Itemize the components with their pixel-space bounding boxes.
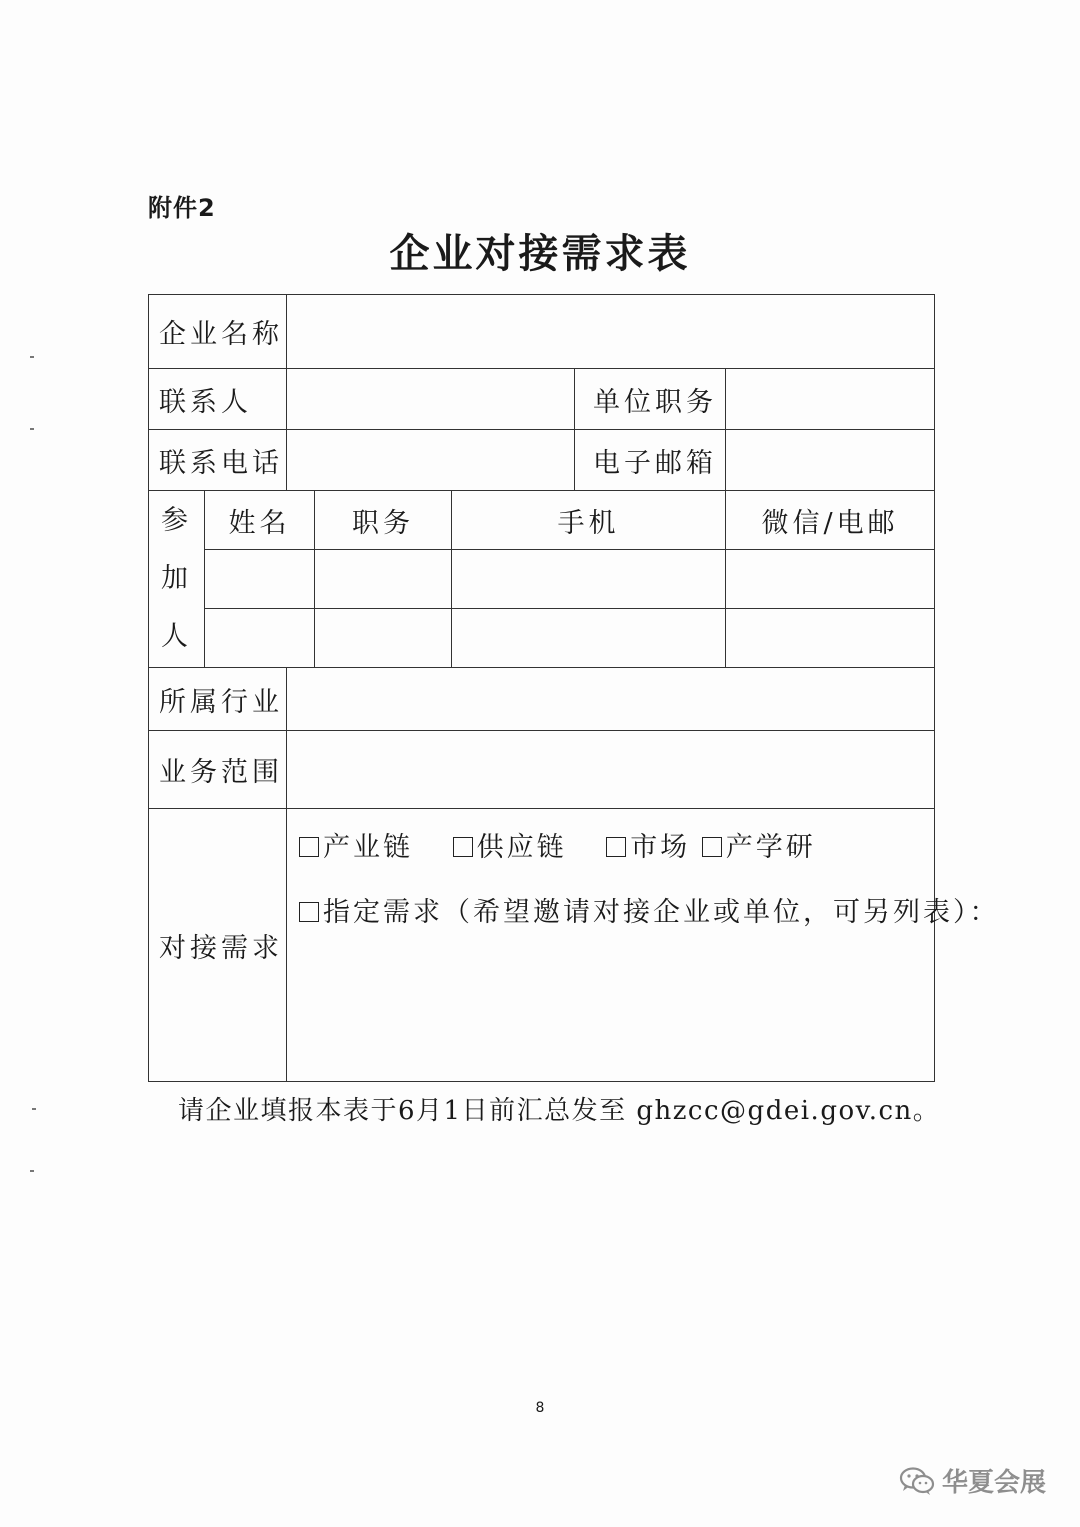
checkbox[interactable] <box>606 837 626 857</box>
needs-field <box>287 809 1000 1082</box>
contact-label: 联系人 <box>149 369 287 430</box>
scan-speck <box>30 428 34 430</box>
checkbox[interactable] <box>299 902 319 922</box>
column-header-wechat-email: 微信/电邮 <box>726 491 935 550</box>
participant-title-field[interactable] <box>315 550 452 609</box>
needs-label: 对接需求 <box>149 809 287 1082</box>
option-label: 市场 <box>630 832 691 863</box>
checkbox[interactable] <box>299 837 319 857</box>
position-label: 单位职务 <box>575 369 726 430</box>
phone-label: 联系电话 <box>149 430 287 491</box>
column-header-title: 职务 <box>315 491 452 550</box>
column-header-mobile: 手机 <box>452 491 726 550</box>
attachment-label: 附件2 <box>148 194 216 222</box>
industry-field[interactable] <box>287 668 935 731</box>
submission-note: 请企业填报本表于6月1日前汇总发至 ghzcc@gdei.gov.cn。 <box>178 1096 941 1126</box>
option-industry-chain[interactable] <box>299 832 413 863</box>
checkbox[interactable] <box>702 837 722 857</box>
scope-field[interactable] <box>287 731 935 809</box>
participant-name-field[interactable] <box>205 550 315 609</box>
participants-label-char: 加 <box>161 563 192 594</box>
participant-mobile-field[interactable] <box>452 609 726 668</box>
scan-speck <box>32 1108 36 1110</box>
option-label: 产业链 <box>323 832 413 863</box>
scan-speck <box>30 1170 34 1172</box>
wechat-icon <box>898 1465 936 1497</box>
participants-label-char: 参 <box>161 505 192 536</box>
phone-field[interactable] <box>287 430 575 491</box>
position-field[interactable] <box>726 369 935 430</box>
participant-row <box>149 550 935 609</box>
participant-name-field[interactable] <box>205 609 315 668</box>
checkbox[interactable] <box>453 837 473 857</box>
option-specified-need[interactable] <box>299 897 1000 928</box>
participants-label-char: 人 <box>161 621 192 652</box>
company-name-label: 企业名称 <box>149 295 287 369</box>
participant-row <box>149 609 935 668</box>
participant-wechat-field[interactable] <box>726 550 935 609</box>
industry-label: 所属行业 <box>149 668 287 731</box>
watermark <box>898 1462 1046 1499</box>
specified-need-line <box>299 890 1000 929</box>
participant-mobile-field[interactable] <box>452 550 726 609</box>
email-label: 电子邮箱 <box>575 430 726 491</box>
watermark-text: 华夏会展 <box>942 1468 1047 1498</box>
page-title: 企业对接需求表 <box>389 230 691 277</box>
participants-label <box>149 491 205 668</box>
request-form-table <box>148 294 1000 1082</box>
option-label: 产学研 <box>725 832 816 863</box>
page-number: 8 <box>535 1400 545 1416</box>
option-label: 供应链 <box>476 832 567 863</box>
scope-label: 业务范围 <box>149 731 287 809</box>
option-market[interactable] <box>606 832 690 863</box>
option-label: 指定需求（希望邀请对接企业或单位，可另列表）： <box>323 897 1000 928</box>
contact-field[interactable] <box>287 369 575 430</box>
participant-title-field[interactable] <box>315 609 452 668</box>
company-name-field[interactable] <box>287 295 935 369</box>
scan-speck <box>30 356 34 358</box>
option-industry-academia-research[interactable] <box>702 832 816 863</box>
participant-wechat-field[interactable] <box>726 609 935 668</box>
email-field[interactable] <box>726 430 935 491</box>
column-header-name: 姓名 <box>205 491 315 550</box>
option-supply-chain[interactable] <box>453 832 567 863</box>
needs-options-line <box>299 825 934 864</box>
